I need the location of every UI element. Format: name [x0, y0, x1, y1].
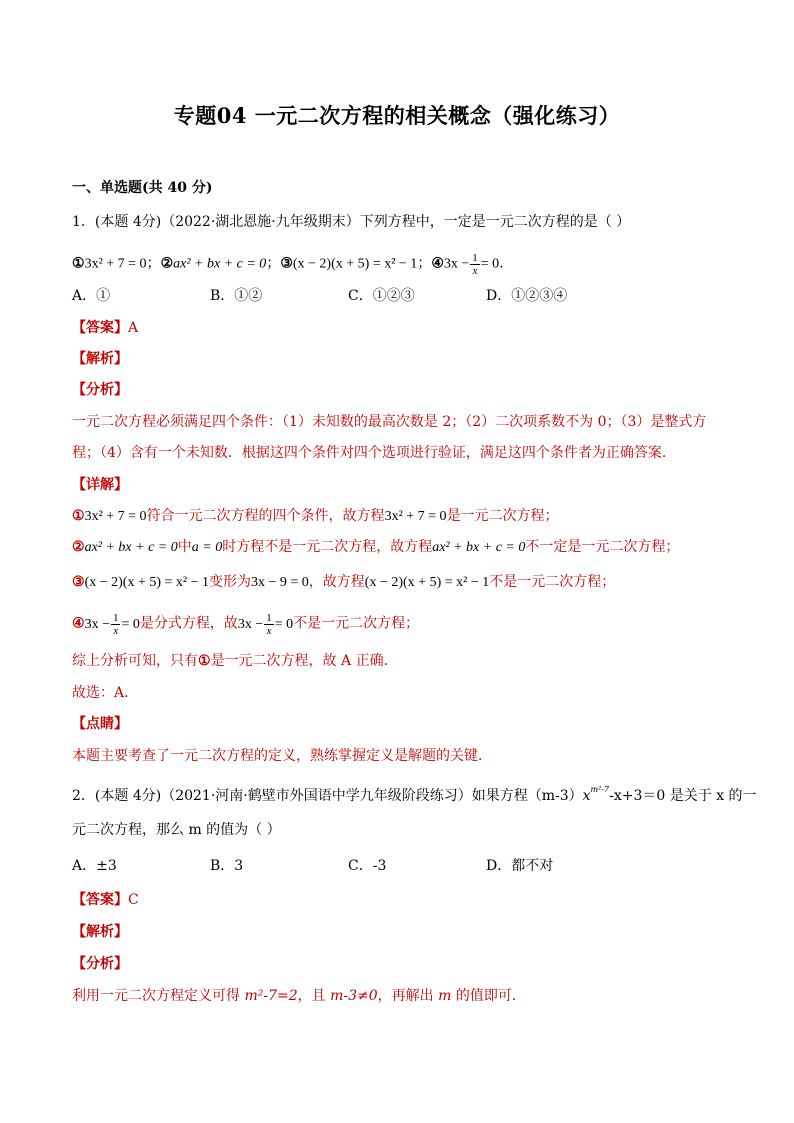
text: 综上分析可知，只有 [72, 653, 198, 669]
q1-summary [72, 651, 732, 671]
fraction-denominator: x [470, 264, 480, 277]
text: 不一定是一元二次方程； [525, 539, 680, 555]
text: -x+3＝0 是关于 x 的一 [609, 788, 757, 804]
q1-option-a: A．① [72, 288, 111, 304]
separator: ； [417, 256, 432, 272]
math-var: x [582, 788, 591, 804]
text: 不是一元二次方程； [489, 574, 616, 590]
text: 利用一元二次方程定义可得 [72, 988, 245, 1004]
math-expr [84, 612, 140, 637]
math-expr: m-3≠0 [330, 988, 378, 1004]
q1-choice-line: 故选：A． [72, 685, 139, 701]
text: ，再解出 [377, 988, 439, 1004]
math-expr: 3x − 9 = 0 [251, 575, 309, 590]
separator: ； [146, 256, 161, 272]
q1-fenxi-line2: 程；（4）含有一个未知数．根据这四个条件对四个选项进行验证，满足这四个条件者为正确答案． [72, 445, 676, 461]
q1-detail-3 [72, 572, 732, 593]
q1-comment: 本题主要考查了一元二次方程的定义，熟练掌握定义是解题的关键． [72, 748, 492, 764]
fraction-numerator: 1 [472, 252, 478, 264]
text: 符合一元二次方程的四个条件，故方程 [146, 508, 385, 524]
q1-eq1: 3x² + 7 = 0 [84, 256, 147, 272]
math-expr: 3x² + 7 = 0 [384, 509, 447, 524]
q1-eq4-post: = 0 [480, 256, 500, 272]
text: 是一元二次方程，故 A 正确． [210, 653, 398, 669]
q1-equations [72, 252, 732, 277]
q1-eq2: ax² + bx + c = 0 [173, 256, 267, 272]
math-expr: 3x² + 7 = 0 [84, 509, 147, 524]
page-title: 专题04 一元二次方程的相关概念（强化练习） [173, 103, 621, 128]
q2-fenxi-tag: 【分析】 [72, 956, 128, 972]
exponent: m²-7 [590, 785, 610, 794]
q2-analysis-tag: 【解析】 [72, 924, 128, 940]
separator: ； [266, 256, 281, 272]
q1-detail-tag: 【详解】 [72, 477, 128, 493]
q1-answer [72, 318, 732, 338]
text: 时方程不是一元二次方程，故方程 [222, 539, 433, 555]
answer-value: A [128, 320, 139, 336]
q1-fenxi-line1: 一元二次方程必须满足四个条件：（1）未知数的最高次数是 2；（2）二次项系数不为 0；（3）是整式方 [72, 414, 707, 430]
q1-option-d: D．①②③④ [486, 288, 568, 304]
q1-comment-tag: 【点睛】 [72, 716, 128, 732]
fraction-denominator: x [264, 624, 274, 637]
q1-eq4-label: ④ [431, 256, 444, 272]
q1-option-c: C．①②③ [348, 288, 415, 304]
period: ． [499, 256, 514, 272]
expr-pre: 3x − [237, 616, 264, 632]
math-var: m [438, 988, 452, 1004]
text: 是一元二次方程； [446, 508, 559, 524]
q1-analysis-tag: 【解析】 [72, 351, 128, 367]
q1-eq4-pre: 3x − [443, 256, 470, 272]
text: ，且 [297, 988, 331, 1004]
circle-label: ② [72, 539, 85, 555]
q2-answer [72, 890, 732, 910]
q1-fenxi-tag: 【分析】 [72, 382, 128, 398]
q1-eq4-fraction [470, 252, 480, 277]
q2-stem-line2: 元二次方程，那么 m 的值为（ ） [72, 822, 281, 838]
circle-label: ③ [72, 574, 85, 590]
expr-pre: 3x − [84, 616, 110, 632]
q2-stem-line1 [72, 780, 757, 806]
q1-eq2-label: ② [160, 256, 174, 272]
math-expr: (x − 2)(x + 5) = x² − 1 [84, 575, 209, 590]
math-expr: ax² + bx + c = 0 [432, 540, 526, 555]
text: 不是一元二次方程； [293, 615, 420, 632]
fraction-numerator: 1 [112, 612, 119, 624]
math-expr: m²-7=2 [244, 988, 298, 1004]
math-expr: a = 0 [191, 540, 223, 555]
expr-post: = 0 [121, 616, 140, 632]
q2-option-d: D．都不对 [486, 858, 554, 874]
text: 变形为 [209, 574, 251, 590]
q1-detail-1 [72, 506, 732, 527]
section-heading: 一、单选题(共 40 分) [72, 180, 213, 196]
q1-detail-4 [72, 612, 732, 637]
text: 的值即可． [451, 988, 526, 1004]
math-expr: ax² + bx + c = 0 [84, 540, 178, 555]
answer-tag: 【答案】 [72, 320, 128, 336]
fraction [111, 612, 121, 637]
math-expr [237, 612, 294, 637]
text: 2．(本题 4分)（2021·河南·鹤壁市外国语中学九年级阶段练习）如果方程（m-3） [72, 788, 583, 804]
q2-option-c: C．-3 [348, 858, 387, 874]
q1-eq3: (x − 2)(x + 5) = x² − 1 [292, 256, 418, 272]
circle-label: ① [72, 508, 85, 524]
q1-option-b: B．①② [210, 288, 263, 304]
q2-fenxi [72, 986, 732, 1006]
q2-option-b: B．3 [210, 858, 244, 874]
q1-eq1-label: ① [72, 256, 85, 272]
answer-tag: 【答案】 [72, 892, 128, 908]
expr-post: = 0 [274, 616, 294, 632]
q1-stem: 1．(本题 4分)（2022·湖北恩施·九年级期末）下列方程中，一定是一元二次方程的是（ ） [72, 214, 631, 230]
fraction-numerator: 1 [266, 612, 272, 624]
text: ，故方程 [308, 574, 365, 590]
q2-option-a: A．±3 [72, 858, 117, 874]
q1-detail-2 [72, 537, 732, 558]
circle-label: ① [198, 653, 211, 669]
circle-label: ④ [72, 615, 85, 632]
text: 中 [177, 539, 192, 555]
answer-value: C [128, 892, 139, 908]
fraction-denominator: x [111, 624, 121, 637]
math-expr: (x − 2)(x + 5) = x² − 1 [364, 575, 490, 590]
fraction [264, 612, 274, 637]
text: 是分式方程，故 [139, 615, 238, 632]
q1-eq3-label: ③ [280, 256, 293, 272]
